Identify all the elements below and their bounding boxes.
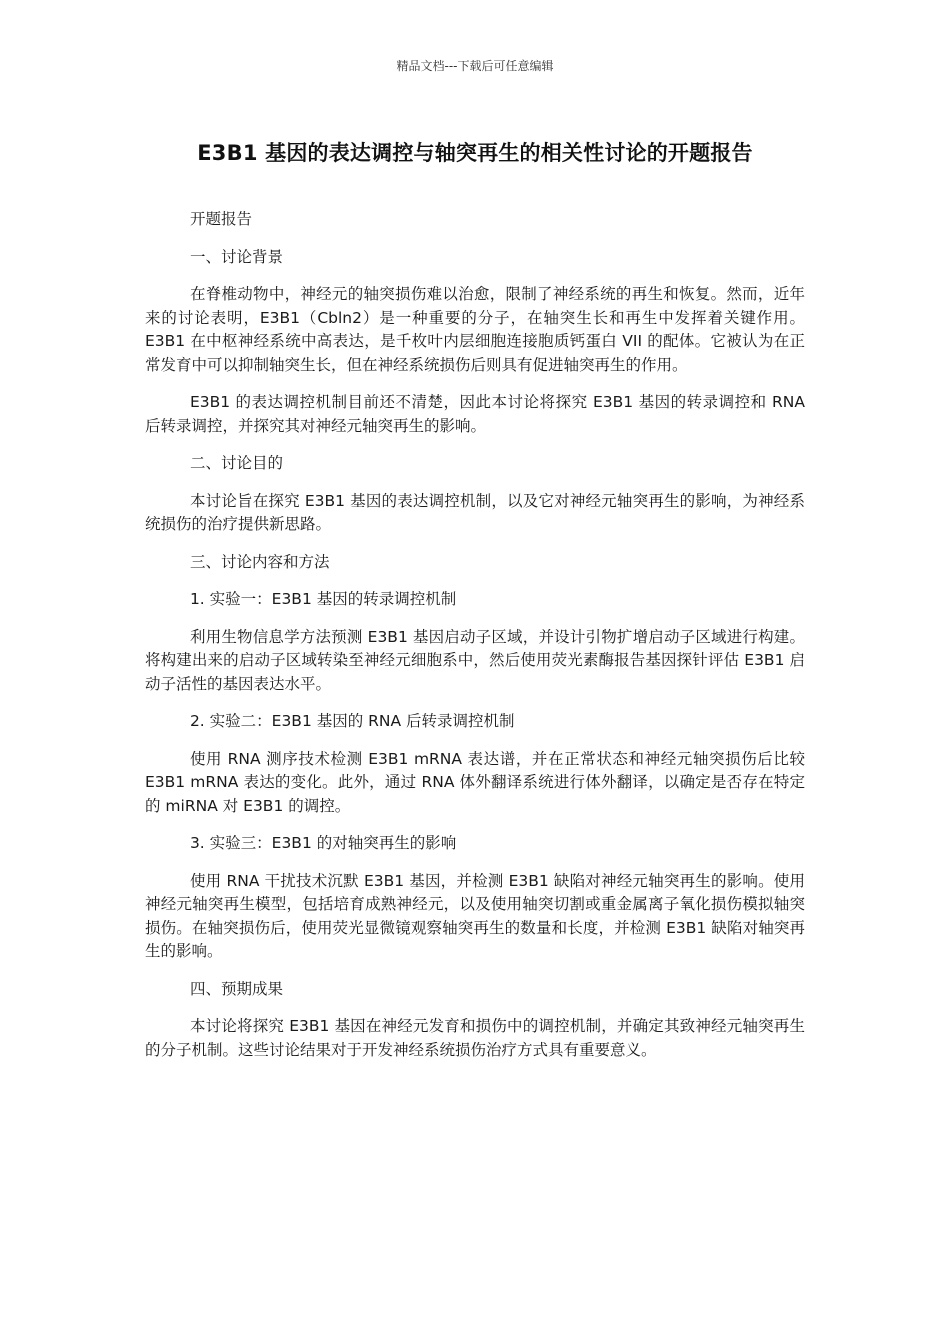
paragraph-experiment-2: 使用 RNA 测序技术检测 E3B1 mRNA 表达谱，并在正常状态和神经元轴突损伤后比较 E3B1 mRNA 表达的变化。此外，通过 RNA 体外翻译系统进行体外翻译，以确定是否存在特定的 miRNA 对 E3B1 的调控。 [145,749,805,815]
paragraph-experiment-3: 使用 RNA 干扰技术沉默 E3B1 基因，并检测 E3B1 缺陷对神经元轴突再生的影响。使用神经元轴突再生模型，包括培育成熟神经元，以及使用轴突切割或重金属离子氧化损伤模拟轴突损伤。在轴突损伤后，使用荧光显微镜观察轴突再生的数量和长度，并检测 E3B1 缺陷对轴突再生的影响。 [145,871,805,960]
header-note: 精品文档---下载后可任意编辑 [396,59,554,73]
document-title: E3B1 基因的表达调控与轴突再生的相关性讨论的开题报告 [197,141,753,165]
paragraph-outcomes: 本讨论将探究 E3B1 基因在神经元发育和损伤中的调控机制，并确定其致神经元轴突再生的分子机制。这些讨论结果对于开发神经系统损伤治疗方式具有重要意义。 [145,1017,805,1059]
subheading-experiment-3: 3. 实验三：E3B1 的对轴突再生的影响 [189,834,457,852]
paragraph-background-2: E3B1 的表达调控机制目前还不清楚，因此本讨论将探究 E3B1 基因的转录调控和 RNA 后转录调控，并探究其对神经元轴突再生的影响。 [145,393,805,435]
subheading-experiment-1: 1. 实验一：E3B1 基因的转录调控机制 [189,590,457,608]
paragraph-purpose: 本讨论旨在探究 E3B1 基因的表达调控机制，以及它对神经元轴突再生的影响，为神经系统损伤的治疗提供新思路。 [145,491,805,533]
document-body [145,208,805,1076]
paragraph-background-1: 在脊椎动物中，神经元的轴突损伤难以治愈，限制了神经系统的再生和恢复。然而，近年来的讨论表明，E3B1（Cbln2）是一种重要的分子，在轴突生长和再生中发挥着关键作用。E3B1 在中枢神经系统中高表达，是千枚叶内层细胞连接胞质钙蛋白 VII 的配体。它被认为在正常发育中可以抑制轴突生长，但在神经系统损伤后则具有促进轴突再生的作用。 [145,285,805,374]
paragraph-experiment-1: 利用生物信息学方法预测 E3B1 基因启动子区域，并设计引物扩增启动子区域进行构建。将构建出来的启动子区域转染至神经元细胞系中，然后使用荧光素酶报告基因探针评估 E3B1 启动子活性的基因表达水平。 [145,627,805,693]
section-heading-outcomes: 四、预期成果 [189,979,283,998]
subheading-experiment-2: 2. 实验二：E3B1 基因的 RNA 后转录调控机制 [189,712,515,730]
paragraph-report-label: 开题报告 [189,210,252,228]
section-heading-purpose: 二、讨论目的 [189,454,283,472]
section-heading-background: 一、讨论背景 [189,247,283,266]
section-heading-methods: 三、讨论内容和方法 [189,552,330,571]
